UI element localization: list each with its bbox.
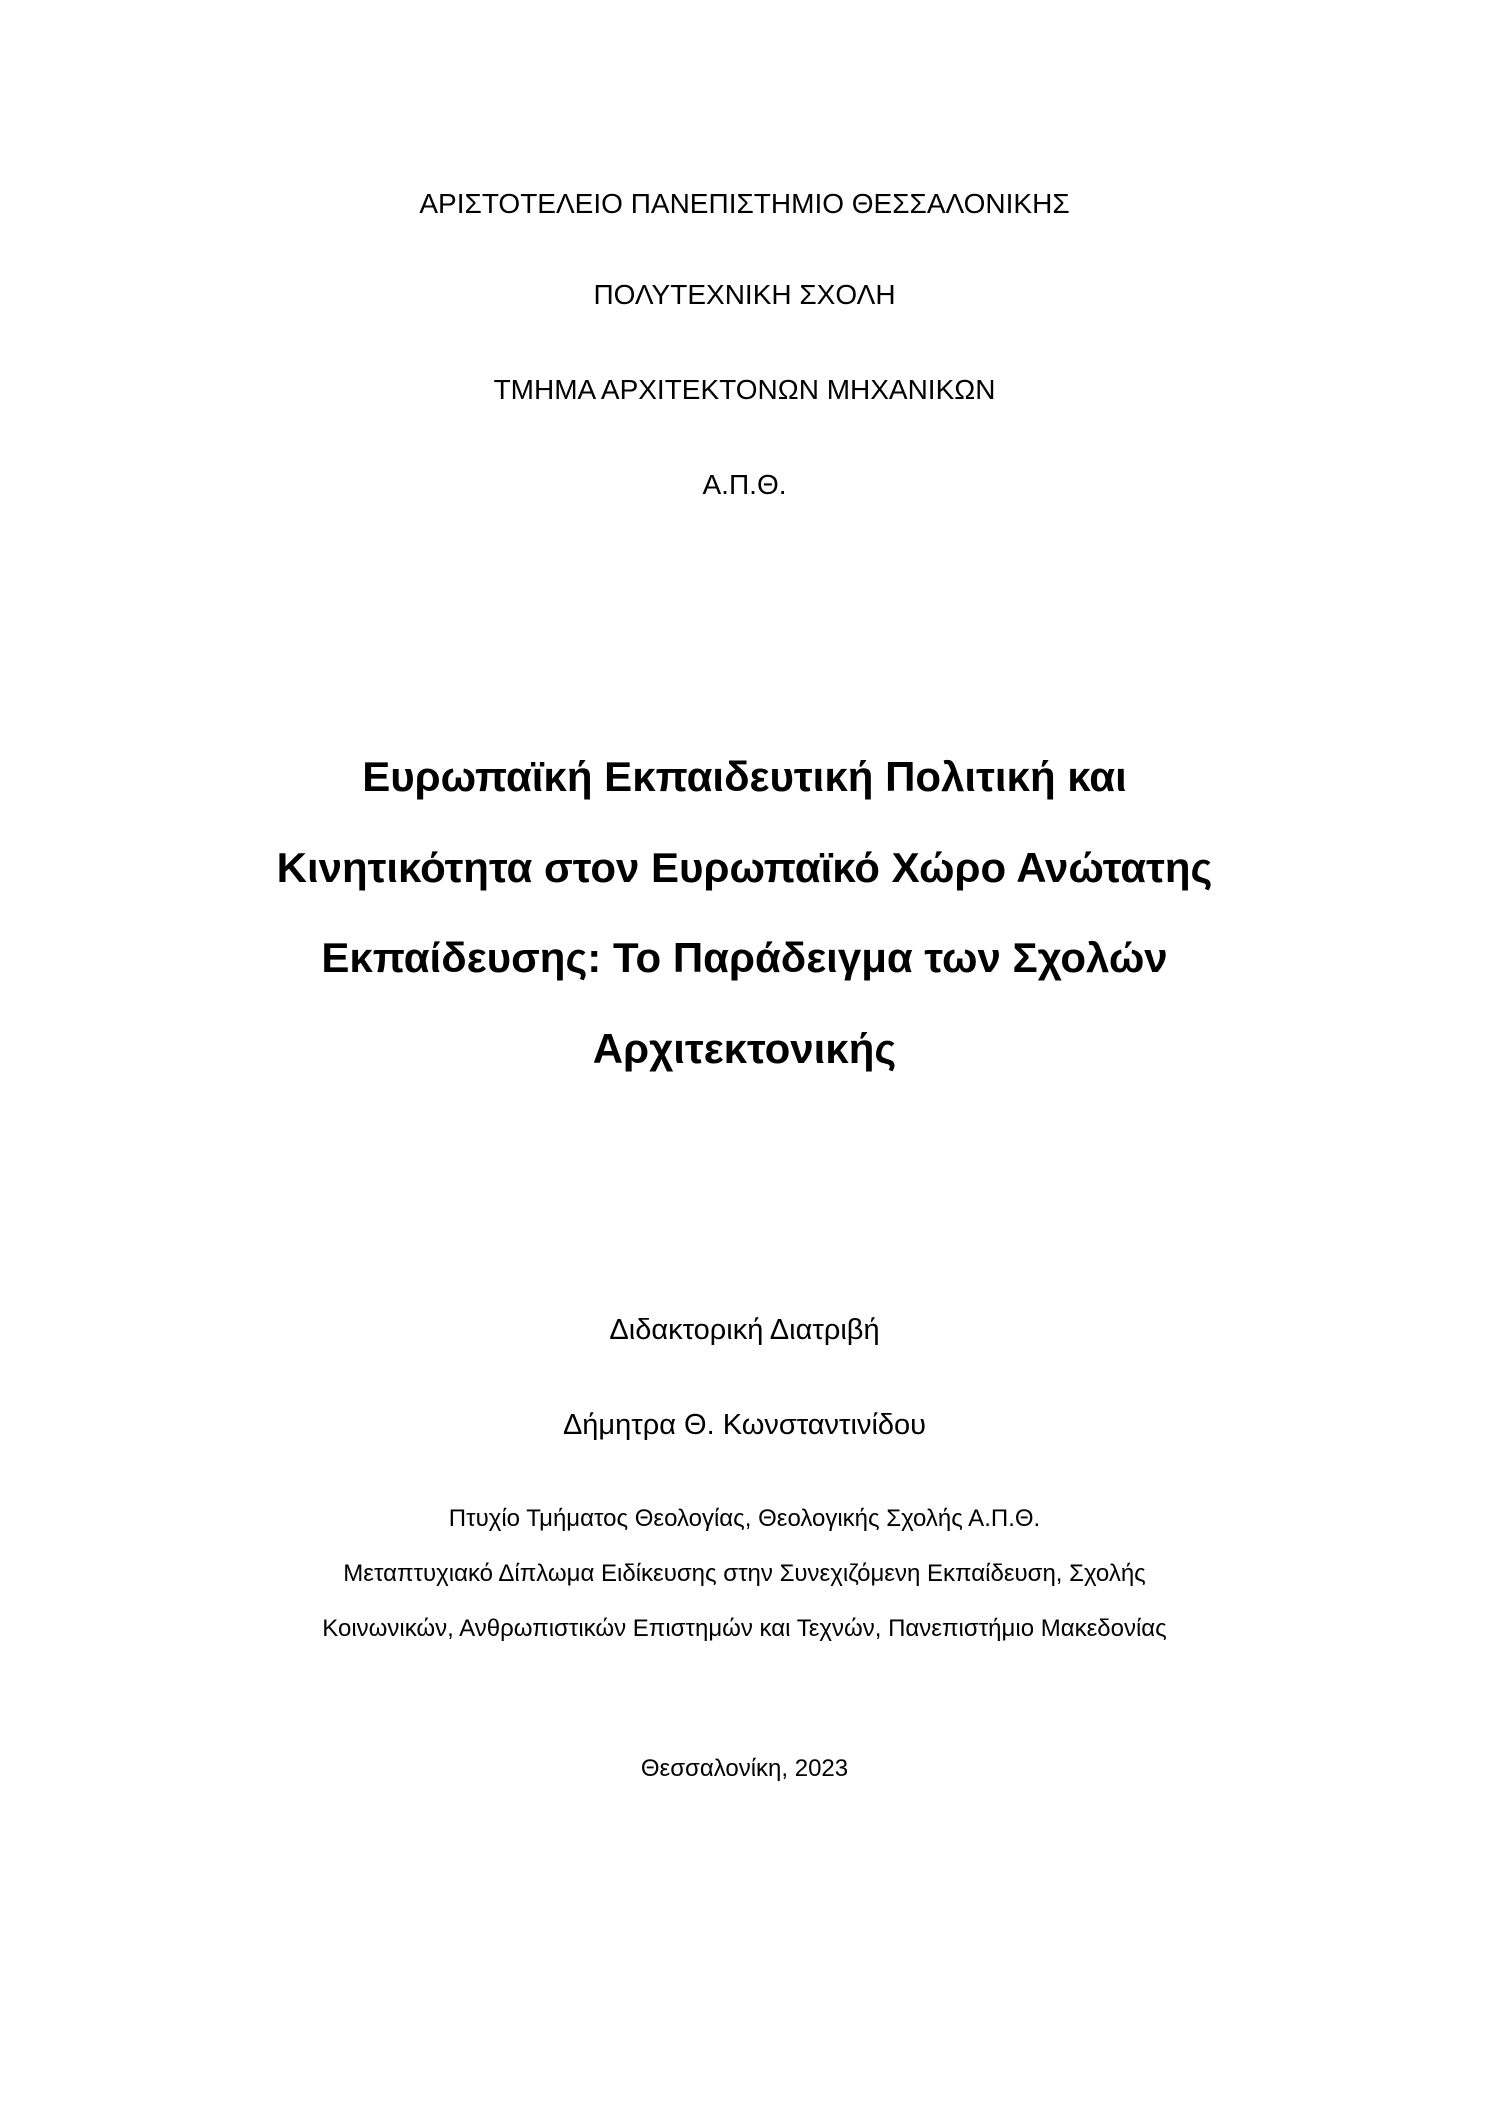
author-name: Δήμητρα Θ. Κωνσταντινίδου	[562, 1409, 927, 1441]
thesis-title-line-2: Κινητικότητα στον Ευρωπαϊκό Χώρο Ανώτατης	[276, 844, 1213, 891]
university-name: ΑΡΙΣΤΟΤΕΛΕΙΟ ΠΑΝΕΠΙΣΤΗΜΙΟ ΘΕΣΣΑΛΟΝΙΚΗΣ	[419, 188, 1070, 219]
thesis-title-line-4: Αρχιτεκτονικής	[592, 1025, 897, 1072]
thesis-title-line-1: Ευρωπαϊκή Εκπαιδευτική Πολιτική και	[362, 753, 1127, 800]
department-name: ΤΜΗΜΑ ΑΡΧΙΤΕΚΤΟΝΩΝ ΜΗΧΑΝΙΚΩΝ	[493, 374, 996, 405]
thesis-title-line-3: Εκπαίδευσης: Το Παράδειγμα των Σχολών	[321, 934, 1168, 981]
university-abbreviation: Α.Π.Θ.	[702, 469, 787, 500]
degree-3: Κοινωνικών, Ανθρωπιστικών Επιστημών και Τεχνών, Πανεπιστήμιο Μακεδονίας	[322, 1615, 1167, 1642]
school-name: ΠΟΛΥΤΕΧΝΙΚΗ ΣΧΟΛΗ	[593, 279, 896, 310]
place-and-date: Θεσσαλονίκη, 2023	[640, 1755, 849, 1782]
document-type: Διδακτορική Διατριβή	[609, 1314, 880, 1346]
degree-2: Μεταπτυχιακό Δίπλωμα Ειδίκευσης στην Συνεχιζόμενη Εκπαίδευση, Σχολής	[343, 1560, 1146, 1587]
degree-1: Πτυχίο Τμήματος Θεολογίας, Θεολογικής Σχολής Α.Π.Θ.	[448, 1505, 1041, 1532]
